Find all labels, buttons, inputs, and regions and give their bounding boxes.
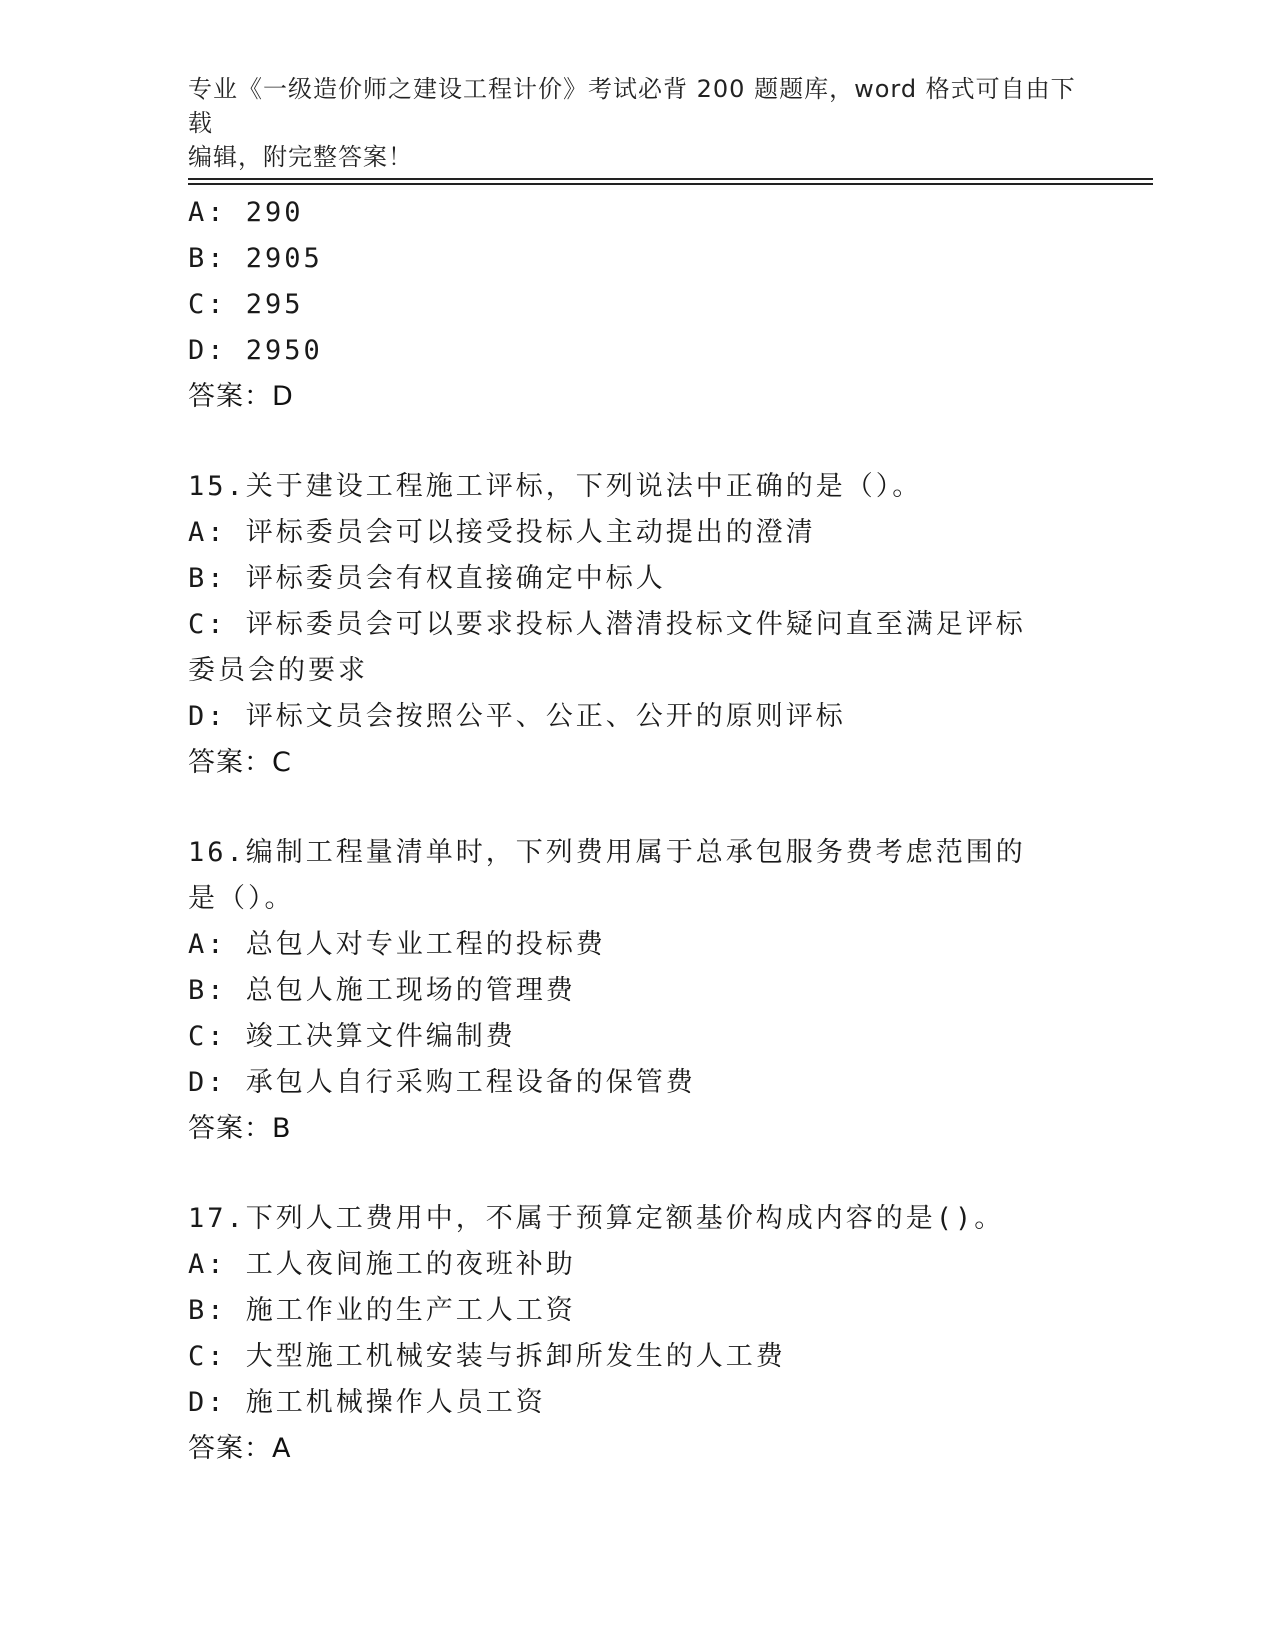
option-a: A: 290 [188, 197, 304, 228]
document-header [188, 72, 1088, 174]
answer-line: 答案：C [188, 747, 292, 778]
answer-line: 答案：D [188, 381, 294, 412]
option-c: C: 大型施工机械安装与拆卸所发生的人工费 [188, 1341, 786, 1372]
option-d: D: 承包人自行采购工程设备的保管费 [188, 1067, 696, 1098]
option-b: B: 评标委员会有权直接确定中标人 [188, 563, 666, 594]
option-c: C: 评标委员会可以要求投标人潜清投标文件疑问直至满足评标委员会的要求 [188, 609, 1026, 686]
previous-question-block [188, 190, 1088, 420]
question-list [188, 190, 1088, 1472]
question-stem: 15.关于建设工程施工评标，下列说法中正确的是（）。 [188, 471, 923, 502]
header-divider-bottom [188, 183, 1153, 185]
option-d: D: 评标文员会按照公平、公正、公开的原则评标 [188, 701, 846, 732]
option-b: B: 总包人施工现场的管理费 [188, 975, 576, 1006]
option-b: B: 2905 [188, 243, 323, 274]
option-d: D: 2950 [188, 335, 323, 366]
header-divider-top [188, 178, 1153, 180]
question-stem: 17.下列人工费用中，不属于预算定额基价构成内容的是()。 [188, 1203, 1005, 1234]
option-a: A: 工人夜间施工的夜班补助 [188, 1249, 576, 1280]
question-16 [188, 830, 1088, 1152]
header-line-2: 编辑，附完整答案！ [188, 143, 413, 171]
option-c: C: 竣工决算文件编制费 [188, 1021, 516, 1052]
option-a: A: 总包人对专业工程的投标费 [188, 929, 606, 960]
option-b: B: 施工作业的生产工人工资 [188, 1295, 576, 1326]
option-d: D: 施工机械操作人员工资 [188, 1387, 546, 1418]
option-a: A: 评标委员会可以接受投标人主动提出的澄清 [188, 517, 816, 548]
question-17 [188, 1196, 1088, 1472]
question-stem: 16.编制工程量清单时，下列费用属于总承包服务费考虑范围的是（）。 [188, 837, 1026, 914]
question-15 [188, 464, 1088, 786]
option-c: C: 295 [188, 289, 304, 320]
header-line-1: 专业《一级造价师之建设工程计价》考试必背 200 题题库，word 格式可自由下载 [188, 75, 1076, 137]
answer-line: 答案：B [188, 1113, 292, 1144]
answer-line: 答案：A [188, 1433, 292, 1464]
